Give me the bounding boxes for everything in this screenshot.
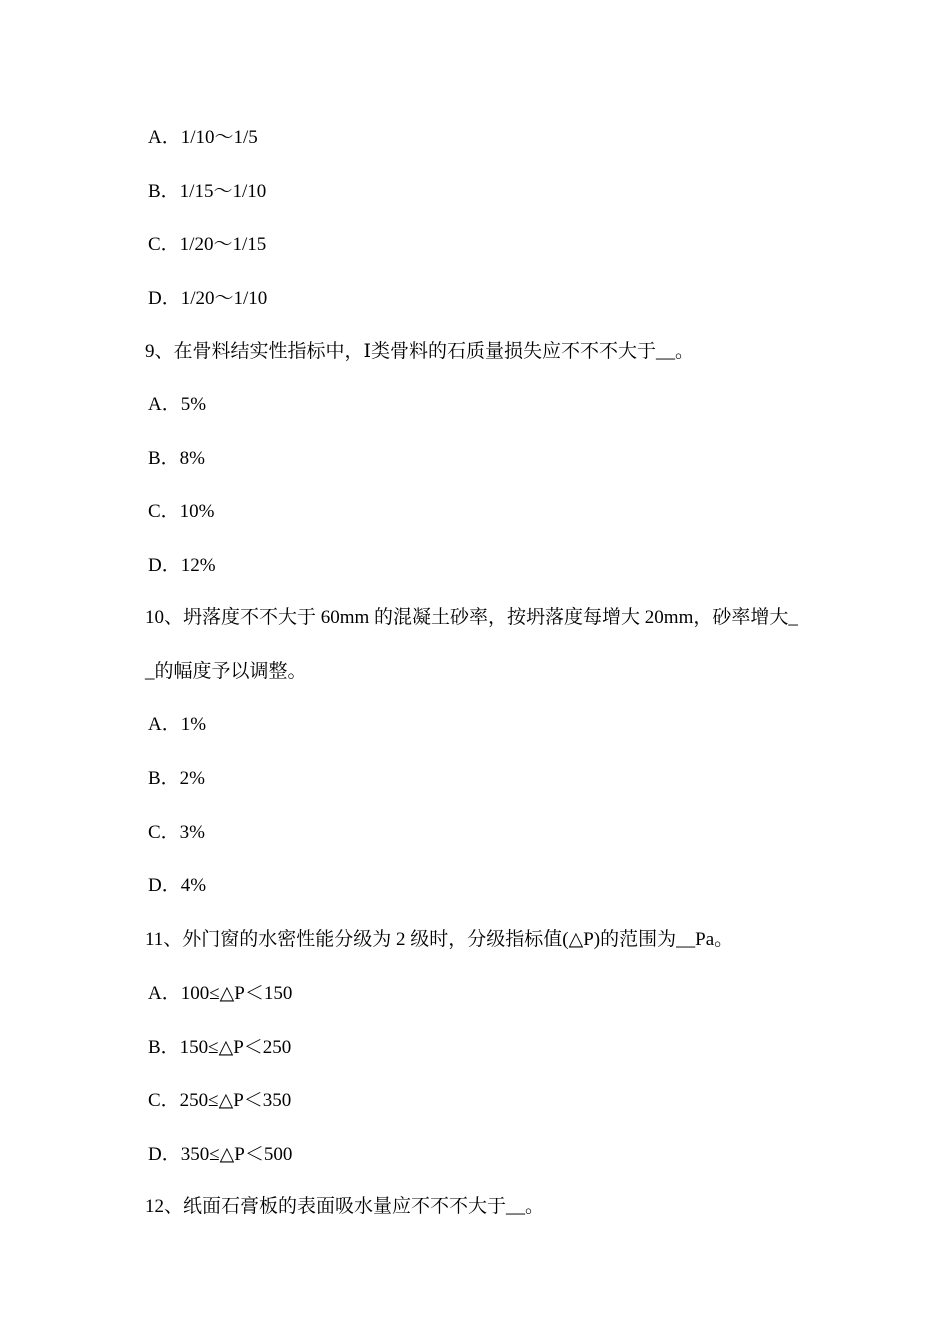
q10-option-c: C．3% <box>148 822 206 843</box>
q11-option-a: A．100≤△P＜150 <box>148 983 293 1004</box>
q8-option-a: A．1/10～1/5 <box>148 127 258 148</box>
q10-option-b: B．2% <box>148 768 206 789</box>
q9-stem: 9、在骨料结实性指标中，Ⅰ类骨料的石质量损失应不不不大于__。 <box>145 341 695 362</box>
q11-option-d: D．350≤△P＜500 <box>148 1144 293 1165</box>
q10-stem-line2: _的幅度予以调整。 <box>145 661 307 682</box>
q10-option-d: D．4% <box>148 875 207 896</box>
q11-option-c: C．250≤△P＜350 <box>148 1090 292 1111</box>
q8-option-b: B．1/15～1/10 <box>148 181 267 202</box>
q8-option-d: D．1/20～1/10 <box>148 288 268 309</box>
q9-option-d: D．12% <box>148 555 216 576</box>
q10-option-a: A．1% <box>148 714 207 735</box>
q9-option-b: B．8% <box>148 448 206 469</box>
q9-option-c: C．10% <box>148 501 215 522</box>
q12-stem: 12、纸面石膏板的表面吸水量应不不不大于__。 <box>145 1196 545 1217</box>
q9-option-a: A．5% <box>148 394 207 415</box>
q11-stem: 11、外门窗的水密性能分级为 2 级时，分级指标值(△P)的范围为__Pa。 <box>145 929 734 950</box>
q10-stem-line1: 10、坍落度不不大于 60mm 的混凝土砂率，按坍落度每增大 20mm，砂率增大_ <box>145 607 798 628</box>
q8-option-c: C．1/20～1/15 <box>148 234 267 255</box>
q11-option-b: B．150≤△P＜250 <box>148 1037 292 1058</box>
